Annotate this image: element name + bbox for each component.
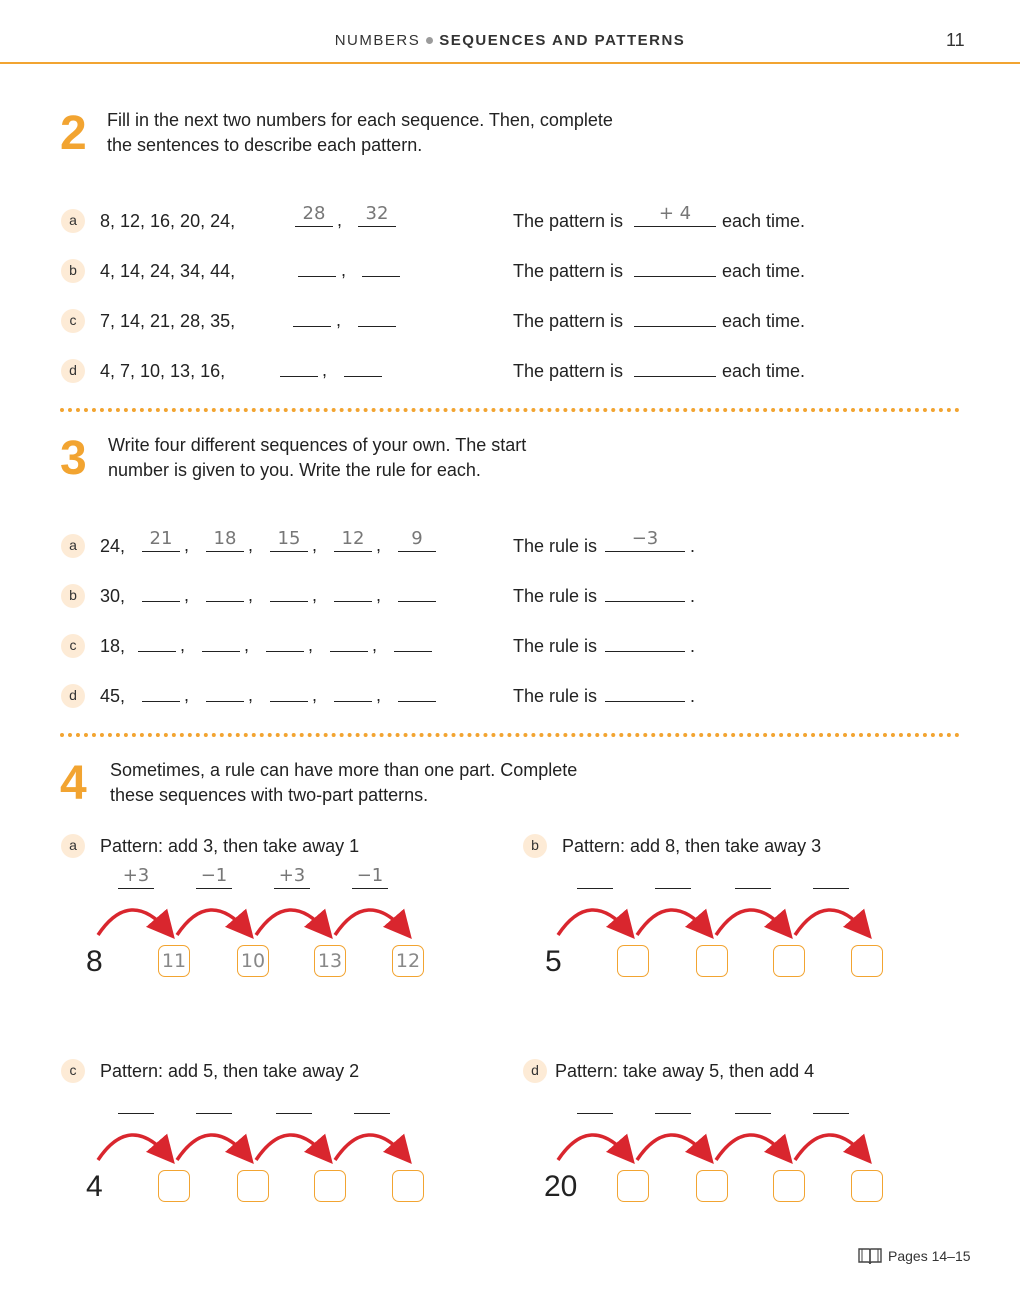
- q4-step-2[interactable]: [655, 1091, 691, 1114]
- comma: ,: [322, 360, 328, 380]
- rule-prefix: The rule is: [513, 586, 598, 606]
- header-section: NUMBERS: [334, 32, 421, 49]
- handwritten-answer: −1: [200, 865, 228, 886]
- rule-suffix: .: [690, 636, 696, 656]
- q2-sequence: 7, 14, 21, 28, 35,: [100, 311, 236, 331]
- q4-answer-box-4[interactable]: [392, 1170, 424, 1202]
- comma: ,: [372, 635, 378, 655]
- q3-row-label: c: [61, 634, 85, 658]
- q2-sequence: 8, 12, 16, 20, 24,: [100, 211, 236, 231]
- q4-part-title: Pattern: add 3, then take away 1: [100, 836, 360, 856]
- q4-part-label: b: [523, 834, 547, 858]
- q4-start-number: 4: [86, 1170, 103, 1203]
- comma: ,: [184, 685, 190, 705]
- comma: ,: [376, 585, 382, 605]
- handwritten-answer: −3: [631, 528, 659, 549]
- question-3-intro: [108, 433, 668, 483]
- pattern-prefix: The pattern is: [513, 211, 624, 231]
- q3-row-label: d: [61, 684, 85, 708]
- handwritten-answer: 15: [277, 528, 301, 549]
- q3-answer-2[interactable]: [202, 629, 240, 652]
- handwritten-answer: 28: [302, 203, 326, 224]
- comma: ,: [341, 260, 347, 280]
- q4-answer-box-2[interactable]: [696, 1170, 728, 1202]
- q4-answer-box-3[interactable]: [314, 945, 346, 977]
- handwritten-answer: + 4: [658, 203, 692, 224]
- q2-pattern-answer[interactable]: [634, 304, 716, 327]
- q3-answer-3[interactable]: [270, 679, 308, 702]
- page-reference: Pages 14–15: [888, 1248, 971, 1264]
- handwritten-answer: +3: [122, 865, 150, 886]
- q4-step-3[interactable]: [735, 1091, 771, 1114]
- jump-arrows-icon: [550, 1120, 890, 1170]
- comma: ,: [248, 535, 254, 555]
- q4-part-title: Pattern: add 8, then take away 3: [562, 836, 822, 856]
- q4-step-4[interactable]: [813, 1091, 849, 1114]
- q4-step-1[interactable]: [118, 866, 154, 889]
- rule-suffix: .: [690, 686, 696, 706]
- q4-answer-box-4[interactable]: [851, 945, 883, 977]
- q4-start-number: 5: [545, 945, 562, 978]
- book-icon: [857, 1246, 883, 1266]
- q4-step-3[interactable]: [735, 866, 771, 889]
- rule-suffix: .: [690, 536, 696, 556]
- q4-answer-box-3[interactable]: [773, 1170, 805, 1202]
- q2-pattern-answer[interactable]: [634, 354, 716, 377]
- q3-answer-2[interactable]: [206, 679, 244, 702]
- q4-step-3[interactable]: [274, 866, 310, 889]
- q3-answer-4[interactable]: [334, 579, 372, 602]
- pattern-suffix: each time.: [722, 361, 806, 381]
- jump-arrows-icon: [90, 1120, 430, 1170]
- pattern-suffix: each time.: [722, 311, 806, 331]
- q4-step-2[interactable]: [196, 1091, 232, 1114]
- question-4-intro: [110, 758, 670, 808]
- q4-step-2[interactable]: [655, 866, 691, 889]
- q4-step-3[interactable]: [276, 1091, 312, 1114]
- comma: ,: [336, 310, 342, 330]
- comma: ,: [244, 635, 250, 655]
- q4-answer-box-4[interactable]: [851, 1170, 883, 1202]
- q2-answer-2[interactable]: [362, 254, 400, 277]
- rule-prefix: The rule is: [513, 686, 598, 706]
- q3-rule-answer[interactable]: [605, 579, 685, 602]
- q4-answer-box-3[interactable]: [314, 1170, 346, 1202]
- question-3-number: 3: [60, 432, 87, 485]
- section-divider: [60, 408, 960, 412]
- q3-answer-4[interactable]: [330, 629, 368, 652]
- page-number: 11: [946, 30, 965, 50]
- q2-sequence: 4, 7, 10, 13, 16,: [100, 361, 226, 381]
- handwritten-answer: 21: [149, 528, 173, 549]
- handwritten-answer: 12: [395, 950, 421, 972]
- q2-answer-2[interactable]: [358, 304, 396, 327]
- handwritten-answer: 11: [161, 950, 187, 972]
- handwritten-answer: 18: [213, 528, 237, 549]
- q3-answer-5[interactable]: [394, 629, 432, 652]
- pattern-prefix: The pattern is: [513, 361, 624, 381]
- question-4-number: 4: [60, 757, 87, 810]
- q2-sequence: 4, 14, 24, 34, 44,: [100, 261, 236, 281]
- running-header: [0, 32, 1020, 49]
- question-2-number: 2: [60, 107, 87, 160]
- q3-start: 18,: [100, 636, 126, 656]
- handwritten-answer: 12: [341, 528, 365, 549]
- q3-start: 45,: [100, 686, 126, 706]
- question-3-intro-line-2: number is given to you. Write the rule for each.: [108, 460, 481, 480]
- q4-step-4[interactable]: [352, 866, 388, 889]
- comma: ,: [308, 635, 314, 655]
- q3-answer-5[interactable]: [398, 679, 436, 702]
- comma: ,: [376, 535, 382, 555]
- q3-row-label: b: [61, 584, 85, 608]
- q2-row-label: b: [61, 259, 85, 283]
- q3-answer-5[interactable]: [398, 579, 436, 602]
- comma: ,: [312, 585, 318, 605]
- q2-pattern-answer[interactable]: [634, 204, 716, 227]
- rule-prefix: The rule is: [513, 636, 598, 656]
- pattern-prefix: The pattern is: [513, 261, 624, 281]
- q3-answer-4[interactable]: [334, 529, 372, 552]
- q4-part-title: Pattern: add 5, then take away 2: [100, 1061, 360, 1081]
- q4-step-4[interactable]: [813, 866, 849, 889]
- q2-answer-2[interactable]: [344, 354, 382, 377]
- header-rule: [0, 62, 1020, 64]
- q4-part-label: d: [523, 1059, 547, 1083]
- q4-step-1[interactable]: [577, 1091, 613, 1114]
- question-4-intro-line-1: Sometimes, a rule can have more than one part. Complete: [110, 760, 578, 780]
- comma: ,: [312, 685, 318, 705]
- q3-answer-1[interactable]: [138, 629, 176, 652]
- q3-start: 24,: [100, 536, 126, 556]
- comma: ,: [184, 535, 190, 555]
- comma: ,: [376, 685, 382, 705]
- q2-answer-2[interactable]: [358, 204, 396, 227]
- q3-answer-3[interactable]: [270, 579, 308, 602]
- q2-row-label: c: [61, 309, 85, 333]
- pattern-prefix: The pattern is: [513, 311, 624, 331]
- comma: ,: [312, 535, 318, 555]
- q4-step-1[interactable]: [118, 1091, 154, 1114]
- q4-answer-box-1[interactable]: [158, 945, 190, 977]
- comma: ,: [248, 685, 254, 705]
- q3-answer-3[interactable]: [266, 629, 304, 652]
- q4-answer-box-2[interactable]: [237, 945, 269, 977]
- q4-answer-box-1[interactable]: [158, 1170, 190, 1202]
- comma: ,: [337, 210, 343, 230]
- q2-answer-1[interactable]: [298, 254, 336, 277]
- q3-answer-5[interactable]: [398, 529, 436, 552]
- header-subsection: SEQUENCES AND PATTERNS: [439, 32, 686, 49]
- section-divider: [60, 733, 960, 737]
- q4-answer-box-1[interactable]: [617, 1170, 649, 1202]
- pattern-suffix: each time.: [722, 261, 806, 281]
- comma: ,: [184, 585, 190, 605]
- question-2-intro-line-1: Fill in the next two numbers for each sequence. Then, complete: [107, 110, 613, 130]
- q4-start-number: 8: [86, 945, 103, 978]
- comma: ,: [180, 635, 186, 655]
- jump-arrows-icon: [550, 895, 890, 945]
- q4-answer-box-2[interactable]: [696, 945, 728, 977]
- q4-start-number: 20: [544, 1170, 578, 1203]
- q4-answer-box-2[interactable]: [237, 1170, 269, 1202]
- question-4-intro-line-2: these sequences with two-part patterns.: [110, 785, 429, 805]
- q3-answer-2[interactable]: [206, 579, 244, 602]
- question-3-intro-line-1: Write four different sequences of your own. The start: [108, 435, 527, 455]
- q3-answer-3[interactable]: [270, 529, 308, 552]
- q3-rule-answer[interactable]: [605, 679, 685, 702]
- q4-answer-box-3[interactable]: [773, 945, 805, 977]
- q4-part-title: Pattern: take away 5, then add 4: [555, 1061, 815, 1081]
- handwritten-answer: 9: [411, 528, 423, 549]
- q4-part-label: a: [61, 834, 85, 858]
- q2-answer-1[interactable]: [280, 354, 318, 377]
- q3-start: 30,: [100, 586, 126, 606]
- handwritten-answer: 32: [365, 203, 389, 224]
- handwritten-answer: −1: [356, 865, 384, 886]
- pattern-suffix: each time.: [722, 211, 806, 231]
- q4-answer-box-1[interactable]: [617, 945, 649, 977]
- rule-suffix: .: [690, 586, 696, 606]
- q2-row-label: d: [61, 359, 85, 383]
- q2-pattern-answer[interactable]: [634, 254, 716, 277]
- comma: ,: [248, 585, 254, 605]
- q2-answer-1[interactable]: [295, 204, 333, 227]
- q3-rule-answer[interactable]: [605, 629, 685, 652]
- question-2-intro: [107, 108, 667, 158]
- jump-arrows-icon: [90, 895, 430, 945]
- q3-answer-1[interactable]: [142, 529, 180, 552]
- q4-part-label: c: [61, 1059, 85, 1083]
- question-2-intro-line-2: the sentences to describe each pattern.: [107, 135, 423, 155]
- rule-prefix: The rule is: [513, 536, 598, 556]
- q4-step-2[interactable]: [196, 866, 232, 889]
- q3-rule-answer[interactable]: [605, 529, 685, 552]
- handwritten-answer: 10: [240, 950, 266, 972]
- q4-step-4[interactable]: [354, 1091, 390, 1114]
- q3-answer-1[interactable]: [142, 579, 180, 602]
- q3-answer-4[interactable]: [334, 679, 372, 702]
- q3-row-label: a: [61, 534, 85, 558]
- header-dot-icon: [426, 37, 433, 44]
- q2-row-label: a: [61, 209, 85, 233]
- q2-answer-1[interactable]: [293, 304, 331, 327]
- q3-answer-2[interactable]: [206, 529, 244, 552]
- q3-answer-1[interactable]: [142, 679, 180, 702]
- q4-answer-box-4[interactable]: [392, 945, 424, 977]
- handwritten-answer: 13: [317, 950, 343, 972]
- handwritten-answer: +3: [278, 865, 306, 886]
- q4-step-1[interactable]: [577, 866, 613, 889]
